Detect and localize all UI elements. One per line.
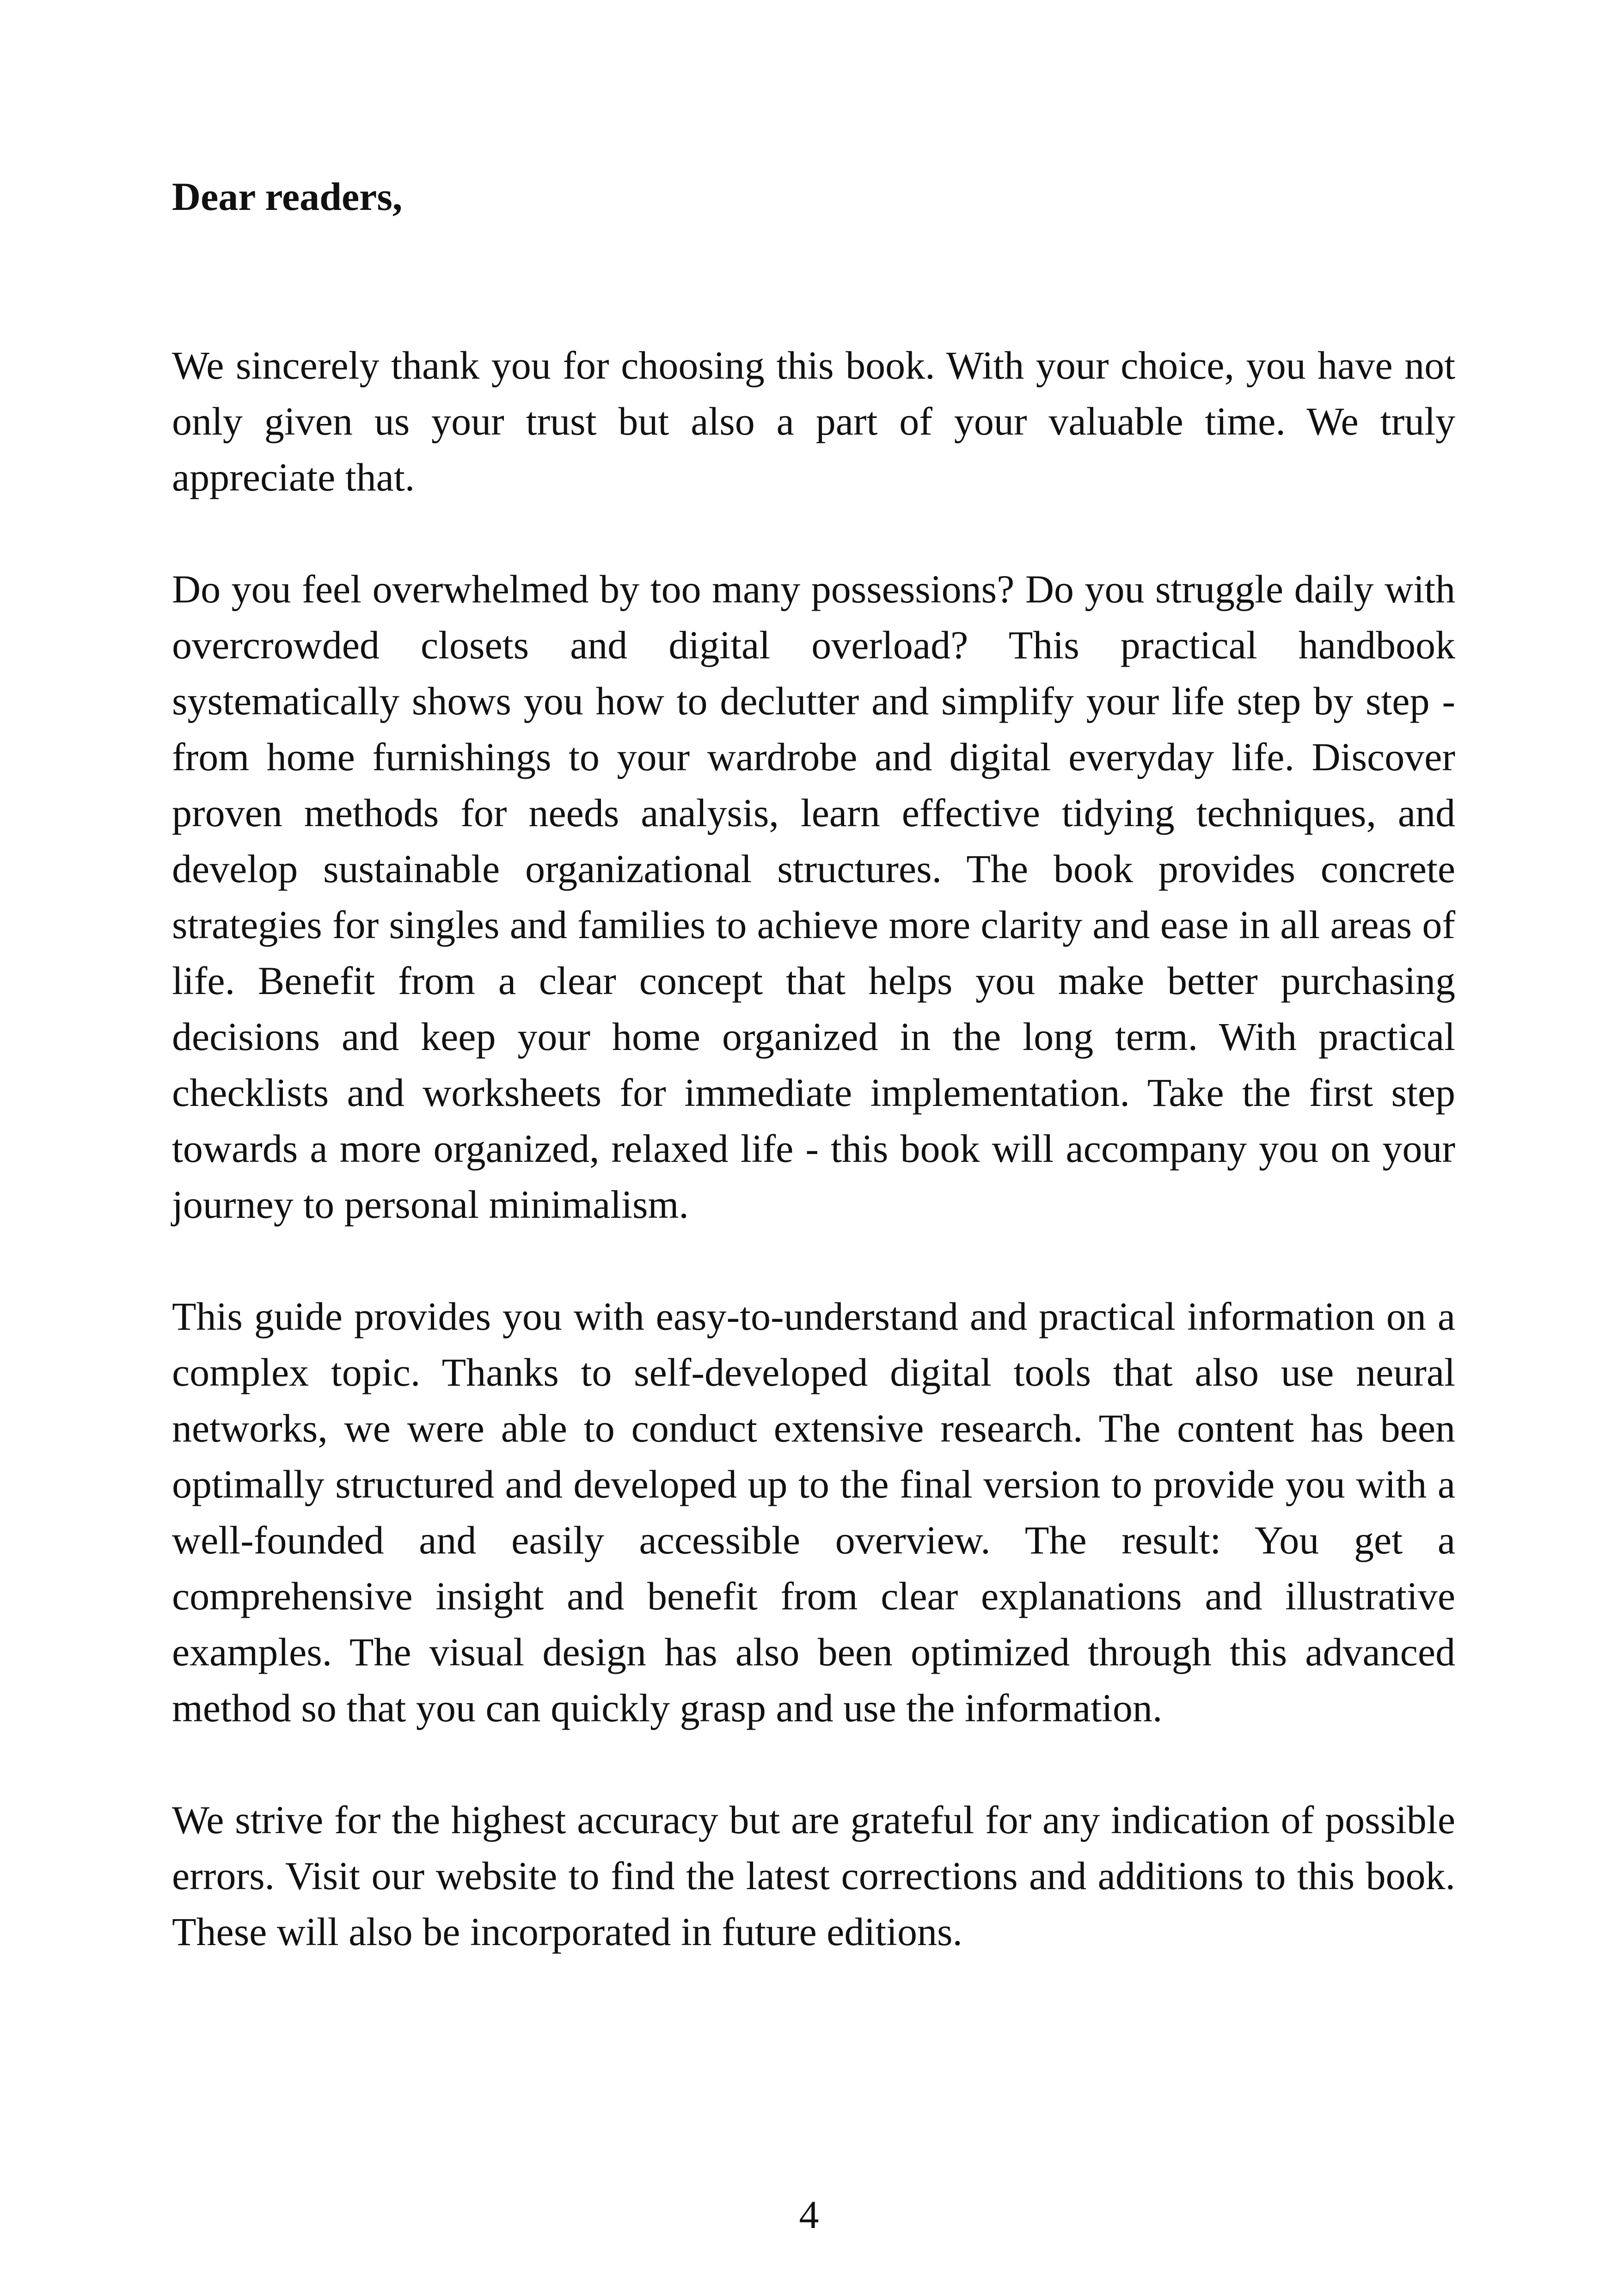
paragraph-errors-notice: We strive for the highest accuracy but are grateful for any indication of possible errors. Visit our website to find the latest corrections and additions to this book. These will also be incorporated in future editions. xyxy=(172,1798,1455,1954)
greeting-heading: Dear readers, xyxy=(172,174,403,219)
page-number: 4 xyxy=(799,2192,819,2237)
paragraph-book-description: Do you feel overwhelmed by too many possessions? Do you struggle daily with overcrowded closets and digital overload? This practical handbook systematically shows you how to declutter and simplify your life step by step - from home furnishings to your wardrobe and digital everyday life. Discover proven methods for needs analysis, learn effective tidying techniques, and develop sustainable organizational structures. The book provides concrete strategies for singles and families to achieve more clarity and ease in all areas of life. Benefit from a clear concept that helps you make better purchasing decisions and keep your home organized in the long term. With practical checklists and worksheets for immediate implementation. Take the first step towards a more organized, relaxed life - this book will accompany you on your journey to personal minimalism. xyxy=(172,567,1455,1227)
text-column xyxy=(172,169,1455,1960)
paragraph-guide-method: This guide provides you with easy-to-understand and practical information on a complex topic. Thanks to self-developed digital tools that also use neural networks, we were able to conduct extensive research. The content has been optimally structured and developed up to the final version to provide you with a well-founded and easily accessible overview. The result: You get a comprehensive insight and benefit from clear explanations and illustrative examples. The visual design has also been optimized through this advanced method so that you can quickly grasp and use the information. xyxy=(172,1294,1455,1730)
paragraph-thanks: We sincerely thank you for choosing this book. With your choice, you have not only given us your trust but also a part of your valuable time. We truly appreciate that. xyxy=(172,343,1455,499)
